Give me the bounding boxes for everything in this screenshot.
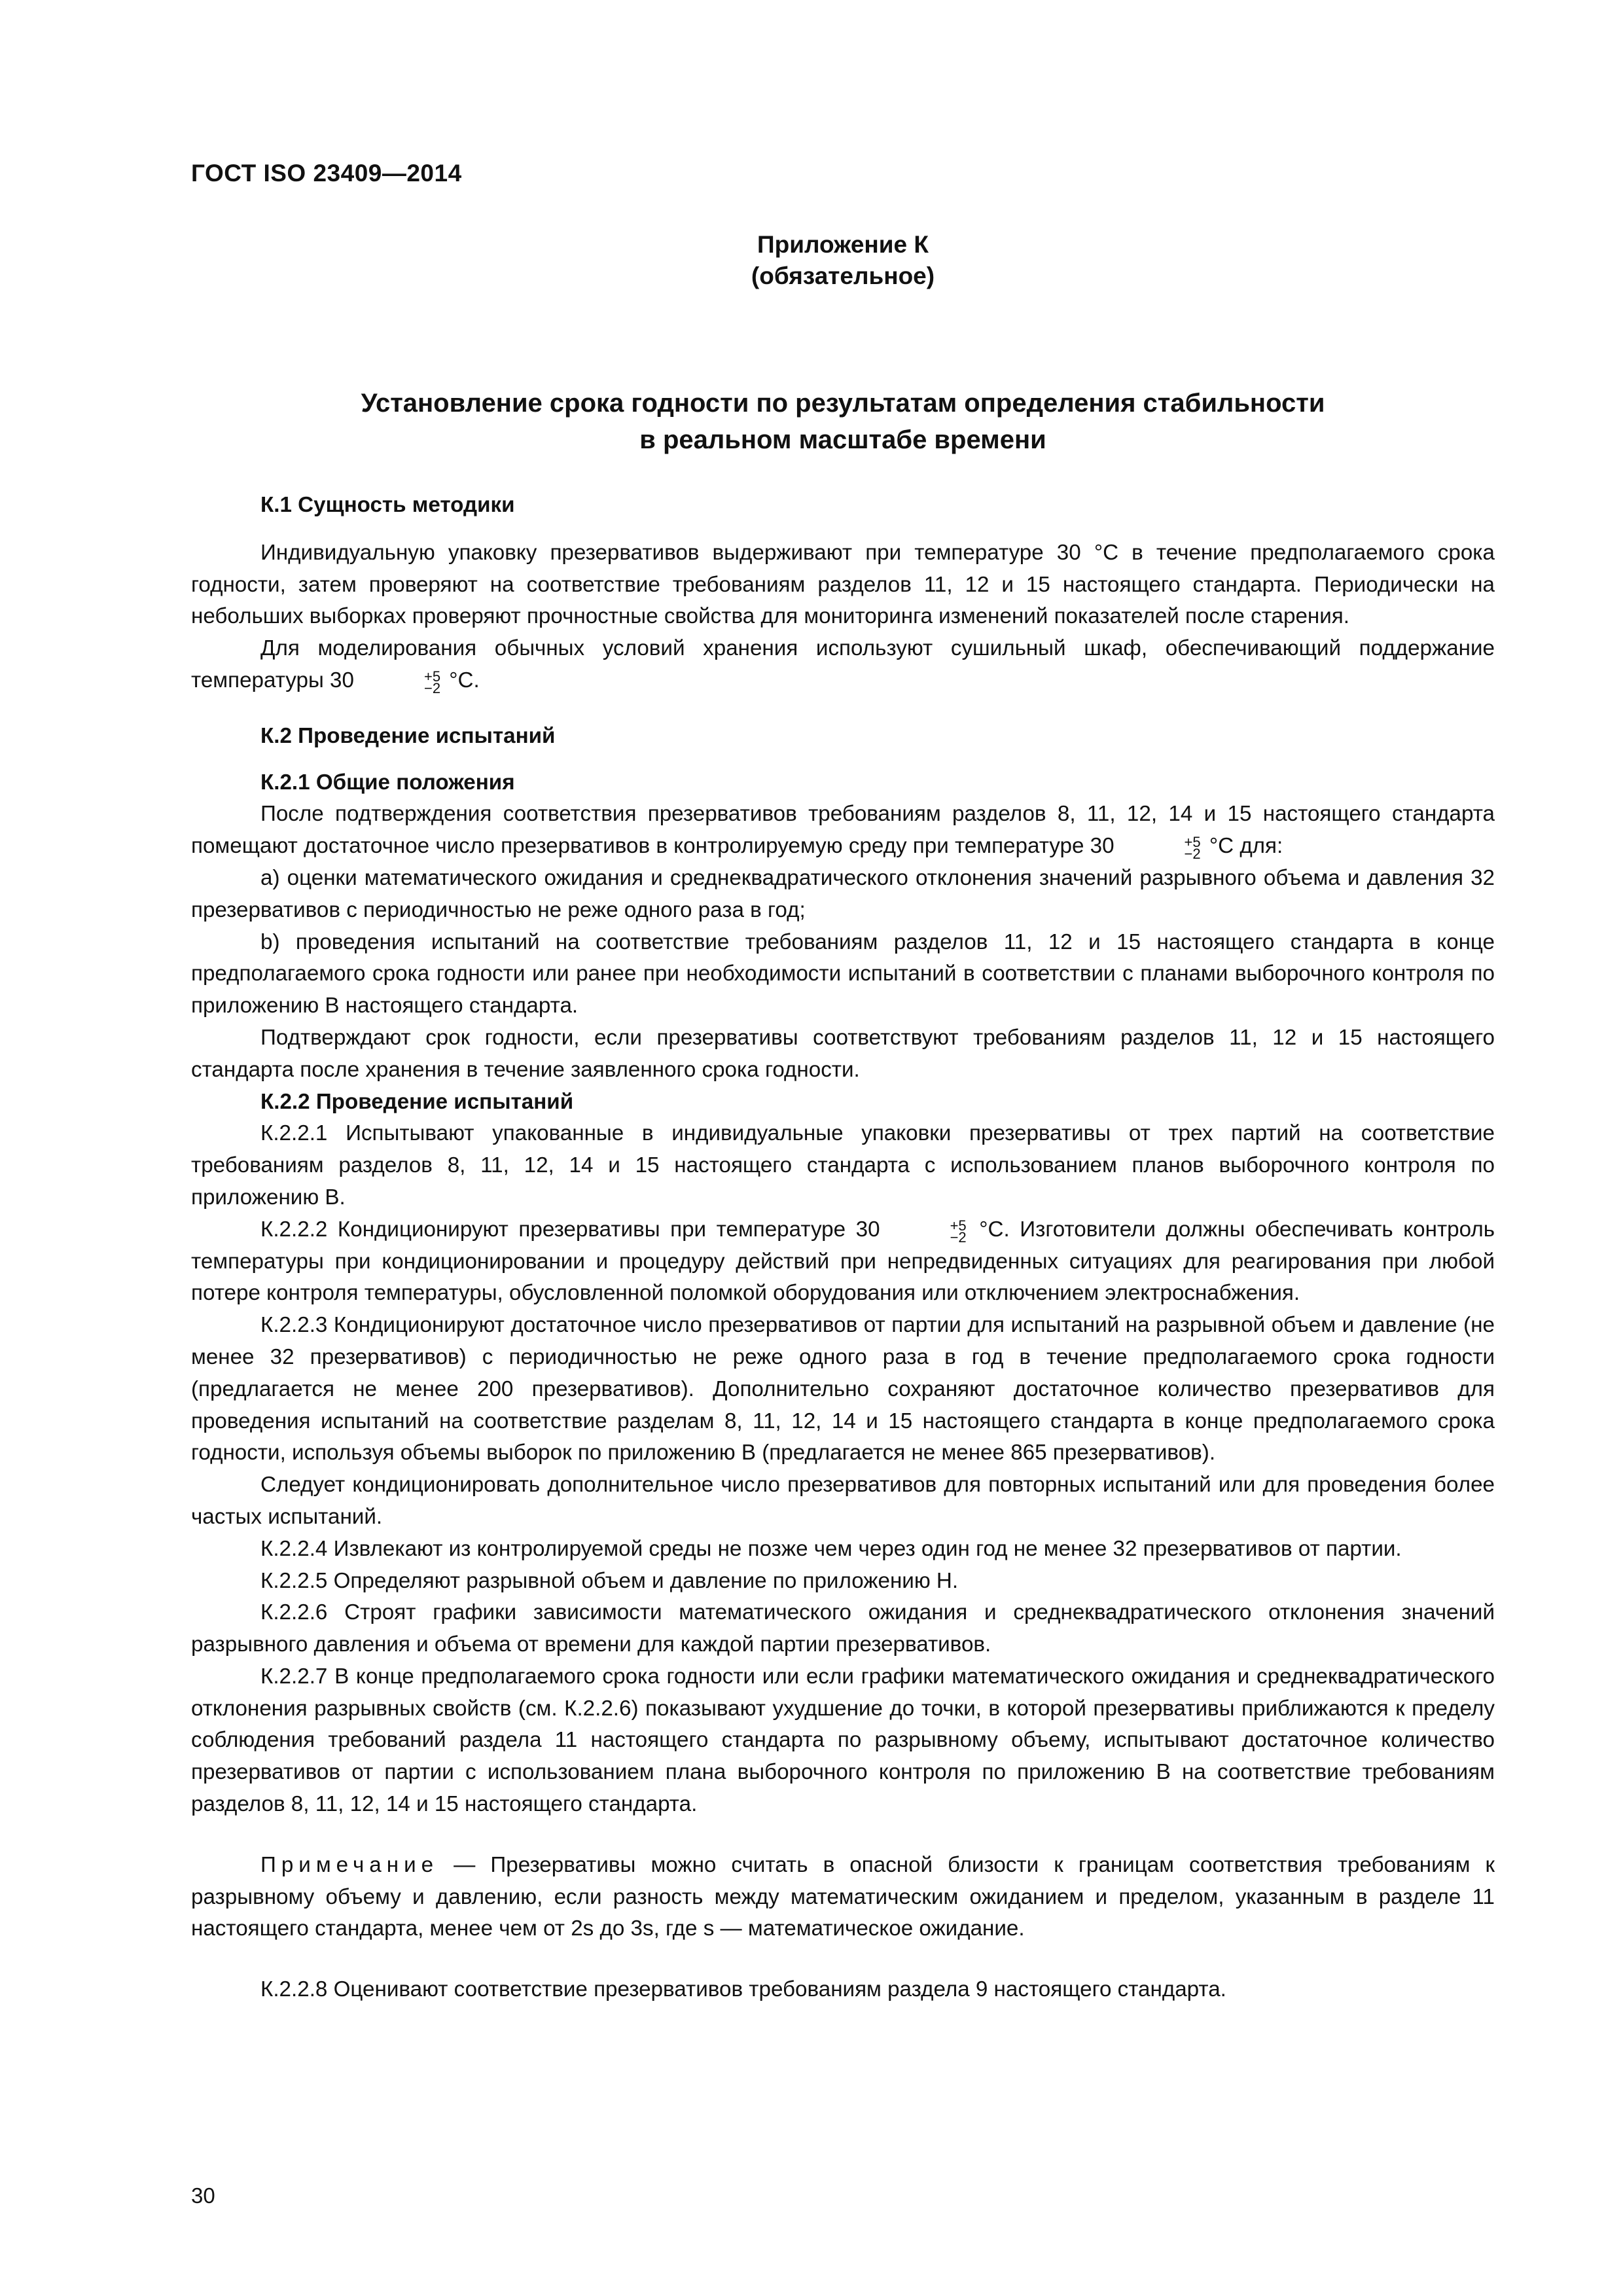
tolerance-minus: −2: [423, 679, 441, 696]
list-item-a: a) оценки математического ожидания и среднеквадратического отклонения значений разрывного объема и давления 32 презервативов с периодичностью не реже одного раза в год;: [191, 865, 1495, 922]
document-body: [191, 490, 1495, 2006]
clause-k221: К.2.2.1 Испытывают упакованные в индивидуальные упаковки презервативы от трех партий на соответствие требованиям разделов 8, 11, 12, 14 и 15 настоящего стандарта с использованием планов выборочного контроля по приложению В.: [191, 1121, 1495, 1210]
temperature-tolerance: [1115, 834, 1201, 863]
section-heading-k1: К.1 Сущность методики: [260, 493, 515, 517]
note-label: Примечание: [260, 1852, 439, 1877]
clause-k223: К.2.2.3 Кондиционируют достаточное число презервативов от партии для испытаний на разрывной объем и давление (не менее 32 презервативов) с периодичностью не реже одного раза в год в течение предполагаемого срока годности (предлагается не менее 200 презервативов). Дополнительно сохраняют достаточное количество презервативов для проведения испытаний на соответствие разделам 8, 11, 12, 14 и 15 настоящего стандарта в конце предполагаемого срока годности, используя объемы выборок по приложению В (предлагается не менее 865 презервативов).: [191, 1313, 1495, 1465]
paragraph-k1-storage: [191, 633, 1495, 697]
clause-k228: К.2.2.8 Оценивают соответствие презервативов требованиям раздела 9 настоящего стандарта.: [260, 1977, 1226, 2002]
temperature-tolerance: [355, 668, 441, 696]
text-segment: К.2.2.2 Кондиционируют презервативы при температуре 30: [260, 1217, 880, 1242]
annex-title: [191, 385, 1495, 458]
section-heading-k2: К.2 Проведение испытаний: [260, 723, 556, 748]
clause-k224: К.2.2.4 Извлекают из контролируемой среды не позже чем через один год не менее 32 презервативов от партии.: [260, 1536, 1402, 1561]
annex-heading: [191, 229, 1495, 292]
page-number: 30: [191, 2183, 215, 2208]
annex-label: Приложение К: [757, 231, 929, 258]
document-header-id: ГОСТ ISO 23409—2014: [191, 160, 462, 187]
text-segment: После подтверждения соответствия презервативов требованиям разделов 8, 11, 12, 14 и 15 настоящего стандарта помещают достаточное число презервативов в контролируемую среду при температуре 30: [191, 802, 1495, 859]
note-paragraph: [191, 1850, 1495, 1945]
text-segment: °С. Изготовители должны обеспечивать контроль температуры при кондиционировании и процедуру действий при непредвиденных ситуациях для реагирования при любой потере контроля температуры, обусловленной поломкой оборудования или отключением электроснабжения.: [191, 1217, 1495, 1306]
text-segment: °С.: [443, 668, 480, 692]
annex-status: (обязательное): [751, 262, 935, 289]
subsection-heading-k22: К.2.2 Проведение испытаний: [260, 1089, 574, 1114]
clause-k226: К.2.2.6 Строят графики зависимости математического ожидания и среднеквадратического отклонения значений разрывного давления и объема от времени для каждой партии презервативов.: [191, 1600, 1495, 1657]
clause-k223-extra: Следует кондиционировать дополнительное число презервативов для повторных испытаний или для проведения более частых испытаний.: [191, 1473, 1495, 1529]
clause-k222: [191, 1214, 1495, 1310]
annex-title-line-1: Установление срока годности по результатам определения стабильности: [361, 389, 1325, 418]
tolerance-plus: +5: [950, 1217, 967, 1234]
paragraph-k21-confirm: Подтверждают срок годности, если презервативы соответствуют требованиям разделов 11, 12 и 15 настоящего стандарта после хранения в течение заявленного срока годности.: [191, 1025, 1495, 1082]
temperature-tolerance: [881, 1217, 967, 1246]
clause-k225: К.2.2.5 Определяют разрывной объем и давление по приложению Н.: [260, 1568, 959, 1593]
tolerance-minus: −2: [950, 1229, 967, 1246]
note-text: — Презервативы можно считать в опасной близости к границам соответствия требованиям к разрывному объему и давлению, если разность между математическим ожиданием и пределом, указанным в разделе 11 настоящего стандарта, менее чем от 2s до 3s, где s — математическое ожидание.: [191, 1852, 1495, 1941]
text-segment: Для моделирования обычных условий хранения используют сушильный шкаф, обеспечивающий поддержание температуры 30: [191, 636, 1495, 692]
tolerance-plus: +5: [423, 668, 441, 685]
annex-title-line-2: в реальном масштабе времени: [639, 425, 1046, 454]
list-item-b: b) проведения испытаний на соответствие требованиям разделов 11, 12 и 15 настоящего стандарта в конце предполагаемого срока годности или ранее при необходимости испытаний в соответствии с планами выборочного контроля по приложению В настоящего стандарта.: [191, 929, 1495, 1018]
paragraph-k1-essence: Индивидуальную упаковку презервативов выдерживают при температуре 30 °С в течение предполагаемого срока годности, затем проверяют на соответствие требованиям разделов 11, 12 и 15 настоящего стандарта. Периодически на небольших выборках проверяют прочностные свойства для мониторинга изменений показателей после старения.: [191, 540, 1495, 629]
text-segment: °С для:: [1203, 834, 1283, 859]
tolerance-plus: +5: [1184, 834, 1201, 851]
clause-k227: К.2.2.7 В конце предполагаемого срока годности или если графики математического ожидания и среднеквадратического отклонения разрывных свойств (см. К.2.2.6) показывают ухудшение до точки, в которой презервативы приближаются к пределу соблюдения требований раздела 11 настоящего стандарта по разрывному объему, испытывают достаточное количество презервативов от партии с использованием плана выборочного контроля по приложению В на соответствие требованиям разделов 8, 11, 12, 14 и 15 настоящего стандарта.: [191, 1664, 1495, 1817]
paragraph-k21-intro: [191, 798, 1495, 863]
subsection-heading-k21: К.2.1 Общие положения: [260, 770, 515, 795]
tolerance-minus: −2: [1184, 846, 1201, 863]
